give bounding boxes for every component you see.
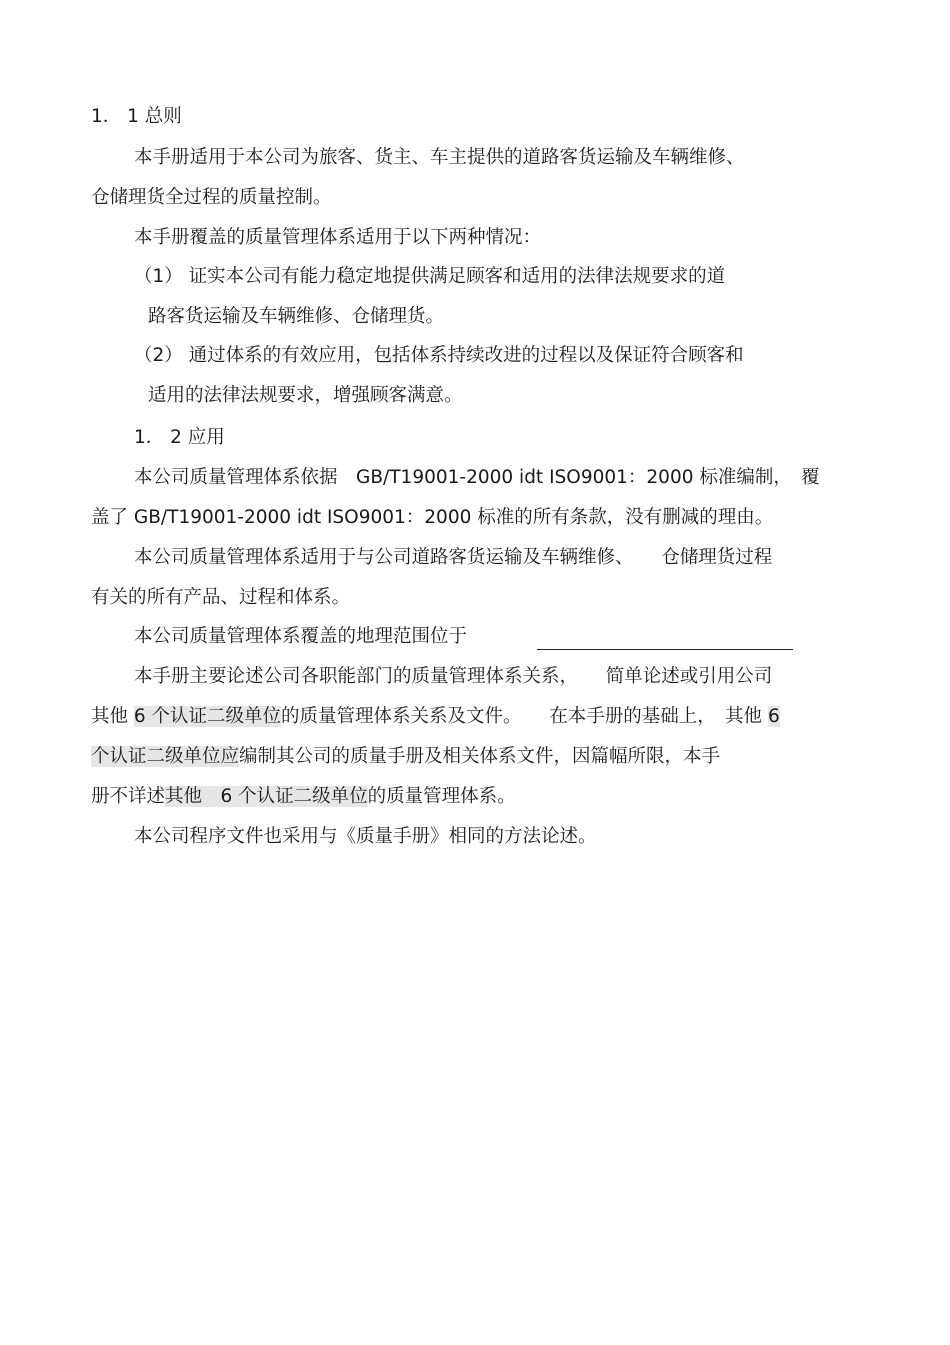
list-item-1-line1: （1） 证实本公司有能力稳定地提供满足顾客和适用的法律法规要求的道 bbox=[134, 266, 726, 287]
list-item-2-line1: （2） 通过体系的有效应用，包括体系持续改进的过程以及保证符合顾客和 bbox=[134, 345, 744, 366]
paragraph-standard-line1: 本公司质量管理体系依据 GB/T19001-2000 idt ISO9001：2000 标准编制， 覆 bbox=[134, 467, 820, 488]
section-heading-application: 1． 2 应用 bbox=[134, 427, 225, 448]
paragraph-coverage: 本手册覆盖的质量管理体系适用于以下两种情况： bbox=[134, 227, 542, 248]
paragraph-manual-line1: 本手册主要论述公司各职能部门的质量管理体系关系， 简单论述或引用公司 bbox=[134, 666, 773, 687]
highlighted-text: 其他 6 个认证二级单位 bbox=[165, 786, 368, 807]
paragraph-scope-line2: 仓储理货全过程的质量控制。 bbox=[91, 187, 332, 208]
text-run: 其他 bbox=[91, 706, 134, 727]
paragraph-manual-line3 bbox=[91, 744, 720, 770]
paragraph-geographic-scope: 本公司质量管理体系覆盖的地理范围位于 bbox=[134, 626, 468, 647]
highlighted-text: 6 个认证二级单位 bbox=[133, 706, 282, 727]
paragraph-manual-line4 bbox=[91, 784, 516, 810]
text-run: 的质量管理体系。 bbox=[367, 786, 516, 807]
text-run: 的质量管理体系关系及文件。 在本手册的基础上， 其他 bbox=[281, 706, 768, 727]
list-item-2-line2: 适用的法律法规要求，增强顾客满意。 bbox=[148, 385, 463, 406]
paragraph-applicability-line1: 本公司质量管理体系适用于与公司道路客货运输及车辆维修、 仓储理货过程 bbox=[134, 547, 773, 568]
paragraph-manual-line2 bbox=[91, 704, 780, 730]
paragraph-scope-line1: 本手册适用于本公司为旅客、货主、车主提供的道路客货运输及车辆维修、 bbox=[134, 147, 745, 168]
paragraph-applicability-line2: 有关的所有产品、过程和体系。 bbox=[91, 587, 351, 608]
highlighted-text: 个认证二级单位应 bbox=[91, 746, 240, 767]
section-heading-general: 1． 1 总则 bbox=[91, 106, 182, 127]
text-run: 册不详述 bbox=[91, 786, 166, 807]
highlighted-text: 6 bbox=[767, 706, 780, 727]
text-run: 编制其公司的质量手册及相关体系文件，因篇幅所限，本手 bbox=[239, 746, 721, 767]
list-item-1-line2: 路客货运输及车辆维修、仓储理货。 bbox=[148, 306, 445, 327]
paragraph-procedure: 本公司程序文件也采用与《质量手册》相同的方法论述。 bbox=[134, 826, 597, 847]
fill-in-blank-line bbox=[537, 649, 793, 650]
paragraph-standard-line2: 盖了 GB/T19001-2000 idt ISO9001：2000 标准的所有条款，没有删减的理由。 bbox=[91, 507, 774, 528]
